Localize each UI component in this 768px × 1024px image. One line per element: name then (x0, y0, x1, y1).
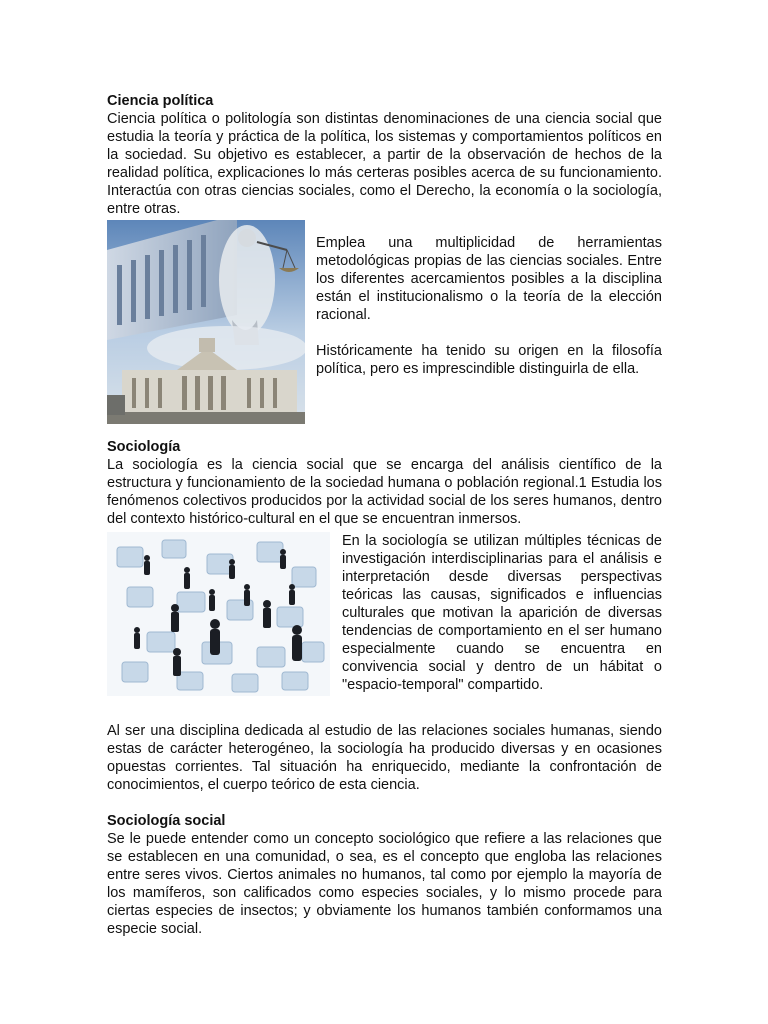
section-sociologia (107, 438, 662, 794)
paragraph: Se le puede entender como un concepto sociológico que refiere a las relaciones que se establecen en una comunidad, o sea, es el concepto que engloba las relaciones entre seres vivos. Ciertos animales no humanos, tal como por ejemplo la mayoría de los mamíferos, son calificados como especies sociales, y lo mismo procede para ciertas especies de insectos; y obviamente los humanos también conformamos una especie social. (107, 831, 662, 937)
side-text (316, 220, 662, 378)
document-page (107, 92, 662, 938)
section-sociologia-social (107, 812, 662, 938)
section-title: Sociología social (107, 813, 226, 829)
section-ciencia-politica (107, 92, 662, 430)
paragraph: La sociología es la ciencia social que se encarga del análisis científico de la estructura y funcionamiento de la sociedad humana o población regional.1 Estudia los fenómenos colectivos producidos por la actividad social de los seres humanos, dentro del contexto histórico-cultural en el que se encuentran inmersos. (107, 457, 662, 527)
image-text-block (107, 532, 662, 704)
side-text (342, 532, 662, 694)
paragraph: Ciencia política o politología son distintas denominaciones de una ciencia social que estudia la teoría y práctica de la política, los sistemas y comportamientos políticos en la sociedad. Su objetivo es establecer, a partir de la observación de hechos de la realidad política, explicaciones lo más certeras posibles acerca de su funcionamiento. Interactúa con otras ciencias sociales, como el Derecho, la economía o la sociología, entre otras. (107, 111, 662, 217)
section-title: Sociología (107, 439, 181, 455)
government-building-image (107, 220, 305, 424)
paragraph: Históricamente ha tenido su origen en la filosofía política, pero es imprescindible distinguirla de ella. (316, 343, 662, 377)
section-title: Ciencia política (107, 93, 214, 109)
image-text-block (107, 220, 662, 430)
puzzle-people-image (107, 532, 330, 696)
paragraph: Al ser una disciplina dedicada al estudio de las relaciones sociales humanas, siendo estas de carácter heterogéneo, la sociología ha producido diversas y en ocasiones opuestas corrientes. Tal situación ha enriquecido, mediante la confrontación de conocimientos, el cuerpo teórico de esta ciencia. (107, 723, 662, 793)
paragraph: Emplea una multiplicidad de herramientas metodológicas propias de las ciencias sociales. Entre los diferentes acercamientos posibles a la disciplina están el institucionalismo o la teoría de la elección racional. (316, 235, 662, 323)
paragraph: En la sociología se utilizan múltiples técnicas de investigación interdisciplinarias para el análisis e interpretación desde diversas perspectivas teóricas las causas, significados e influencias culturales que motivan la aparición de diversas tendencias de comportamiento en el ser humano especialmente cuando se encuentra en convivencia social y dentro de un hábitat o "espacio-temporal" compartido. (342, 533, 662, 693)
